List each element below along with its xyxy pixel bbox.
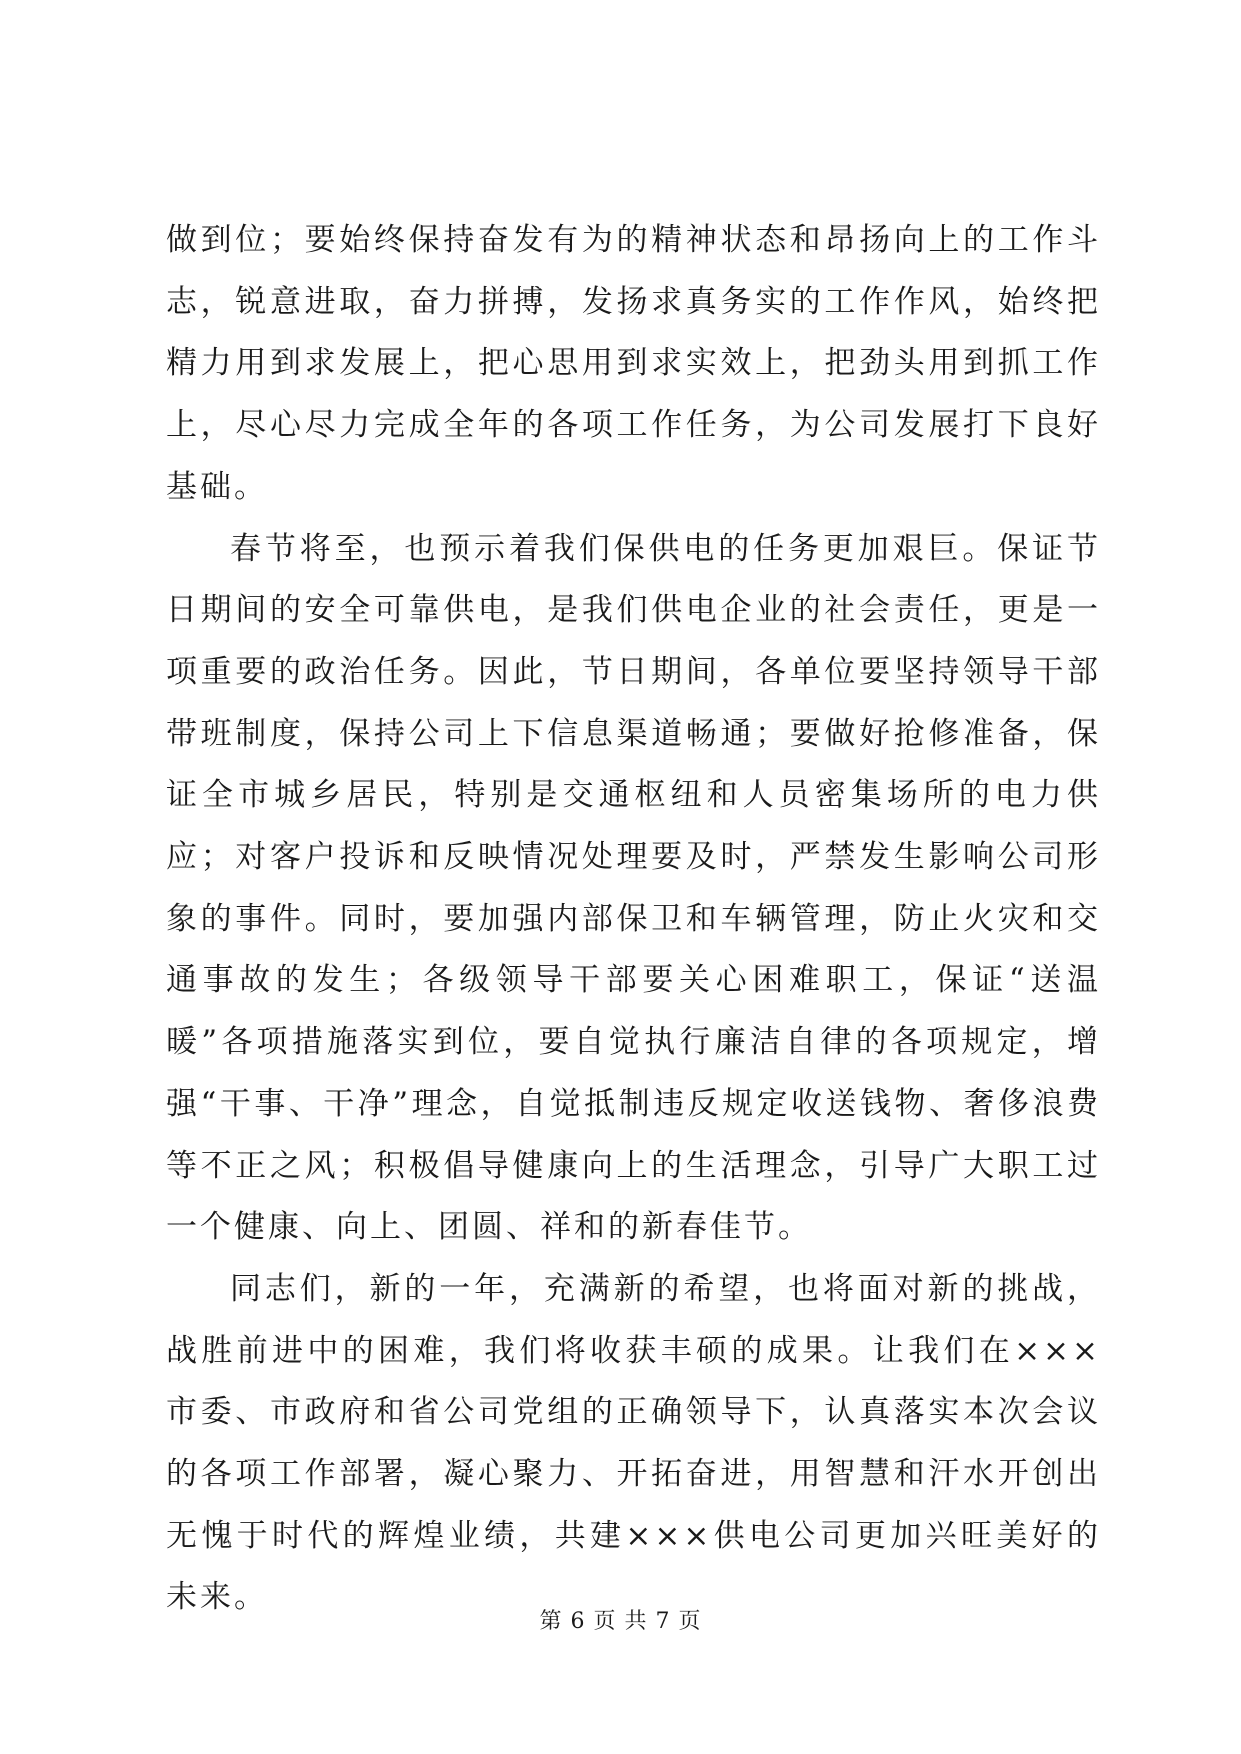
- paragraph-continuation: 做到位；要始终保持奋发有为的精神状态和昂扬向上的工作斗志，锐意进取，奋力拼搏，发扬求真务实的工作作风，始终把精力用到求发展上，把心思用到求实效上，把劲头用到抓工作上，尽心尽力完成全年的各项工作任务，为公司发展打下良好基础。: [166, 222, 1101, 505]
- paragraph-spring-festival: 春节将至，也预示着我们保供电的任务更加艰巨。保证节日期间的安全可靠供电，是我们供电企业的社会责任，更是一项重要的政治任务。因此，节日期间，各单位要坚持领导干部带班制度，保持公司上下信息渠道畅通；要做好抢修准备，保证全市城乡居民，特别是交通枢纽和人员密集场所的电力供应；对客户投诉和反映情况处理要及时，严禁发生影响公司形象的事件。同时，要加强内部保卫和车辆管理，防止火灾和交通事故的发生；各级领导干部要关心困难职工，保证“送温暖”各项措施落实到位，要自觉执行廉洁自律的各项规定，增强“干事、干净”理念，自觉抵制违反规定收送钱物、奢侈浪费等不正之风；积极倡导健康向上的生活理念，引导广大职工过一个健康、向上、团圆、祥和的新春佳节。: [166, 530, 1101, 1246]
- document-body: [166, 210, 1101, 1629]
- page-number-footer: 第 6 页 共 7 页: [539, 1609, 702, 1634]
- paragraph-closing: 同志们，新的一年，充满新的希望，也将面对新的挑战，战胜前进中的困难，我们将收获丰硕的成果。让我们在×××市委、市政府和省公司党组的正确领导下，认真落实本次会议的各项工作部署，凝心聚力、开拓奋进，用智慧和汗水开创出无愧于时代的辉煌业绩，共建×××供电公司更加兴旺美好的未来。: [166, 1270, 1101, 1616]
